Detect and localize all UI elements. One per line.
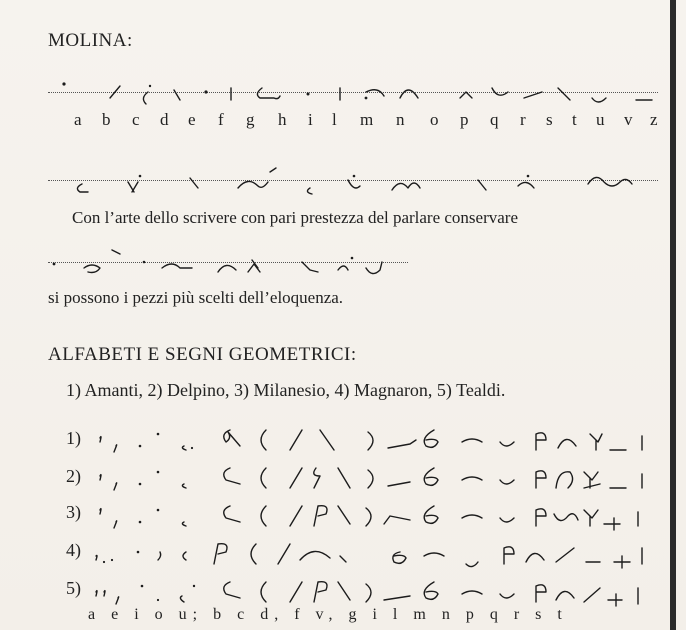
sentence-line-2: si possono i pezzi più scelti dell’eloquenza. bbox=[48, 288, 344, 307]
alphabet-letter: g bbox=[246, 110, 255, 129]
geometric-heading: ALFABETI E SEGNI GEOMETRICI: bbox=[48, 344, 357, 365]
row-label: 5) bbox=[66, 578, 81, 598]
geometric-signs-table bbox=[90, 420, 650, 620]
alphabet-letter: t bbox=[572, 110, 577, 129]
sentence-line-1: Con l’arte dello scrivere con pari prestezza del parlare conservare bbox=[72, 208, 519, 227]
alphabet-letter: e bbox=[188, 110, 196, 129]
molina-heading: MOLINA: bbox=[48, 30, 133, 51]
signs-row-2 bbox=[100, 468, 642, 490]
signs-row-3 bbox=[100, 506, 638, 530]
page-edge-rule bbox=[670, 0, 676, 630]
row-label: 2) bbox=[66, 466, 81, 486]
sentence-shorthand-1 bbox=[48, 162, 663, 198]
bottom-letter-row: a e i o u; b c d, f v, g i l m n p q r s t bbox=[88, 606, 568, 623]
alphabet-letter: z bbox=[650, 110, 658, 129]
alphabet-letter: a bbox=[74, 110, 82, 129]
alphabet-letter: n bbox=[396, 110, 405, 129]
alphabet-letter: q bbox=[490, 110, 499, 129]
alphabet-letter: h bbox=[278, 110, 287, 129]
alphabet-letter: b bbox=[102, 110, 111, 129]
signs-row-5 bbox=[96, 582, 638, 606]
alphabet-letter: v bbox=[624, 110, 633, 129]
alphabet-letter: l bbox=[332, 110, 337, 129]
signs-row-4 bbox=[96, 544, 642, 568]
molina-alphabet-signs bbox=[48, 70, 663, 110]
alphabet-letter: i bbox=[308, 110, 313, 129]
sentence-shorthand-2 bbox=[48, 244, 418, 280]
row-label: 3) bbox=[66, 502, 81, 522]
alphabet-letter: d bbox=[160, 110, 169, 129]
alphabet-letter: u bbox=[596, 110, 605, 129]
alphabet-letter: c bbox=[132, 110, 140, 129]
alphabet-row bbox=[60, 110, 660, 132]
alphabet-letter: r bbox=[520, 110, 526, 129]
alphabet-letter: m bbox=[360, 110, 374, 129]
signs-row-1 bbox=[100, 430, 642, 452]
authors-line: 1) Amanti, 2) Delpino, 3) Milanesio, 4) Magnaron, 5) Tealdi. bbox=[66, 380, 506, 400]
alphabet-letter: s bbox=[546, 110, 553, 129]
row-label: 1) bbox=[66, 428, 81, 448]
alphabet-letter: f bbox=[218, 110, 224, 129]
alphabet-letter: p bbox=[460, 110, 469, 129]
row-label: 4) bbox=[66, 540, 81, 560]
alphabet-letter: o bbox=[430, 110, 439, 129]
